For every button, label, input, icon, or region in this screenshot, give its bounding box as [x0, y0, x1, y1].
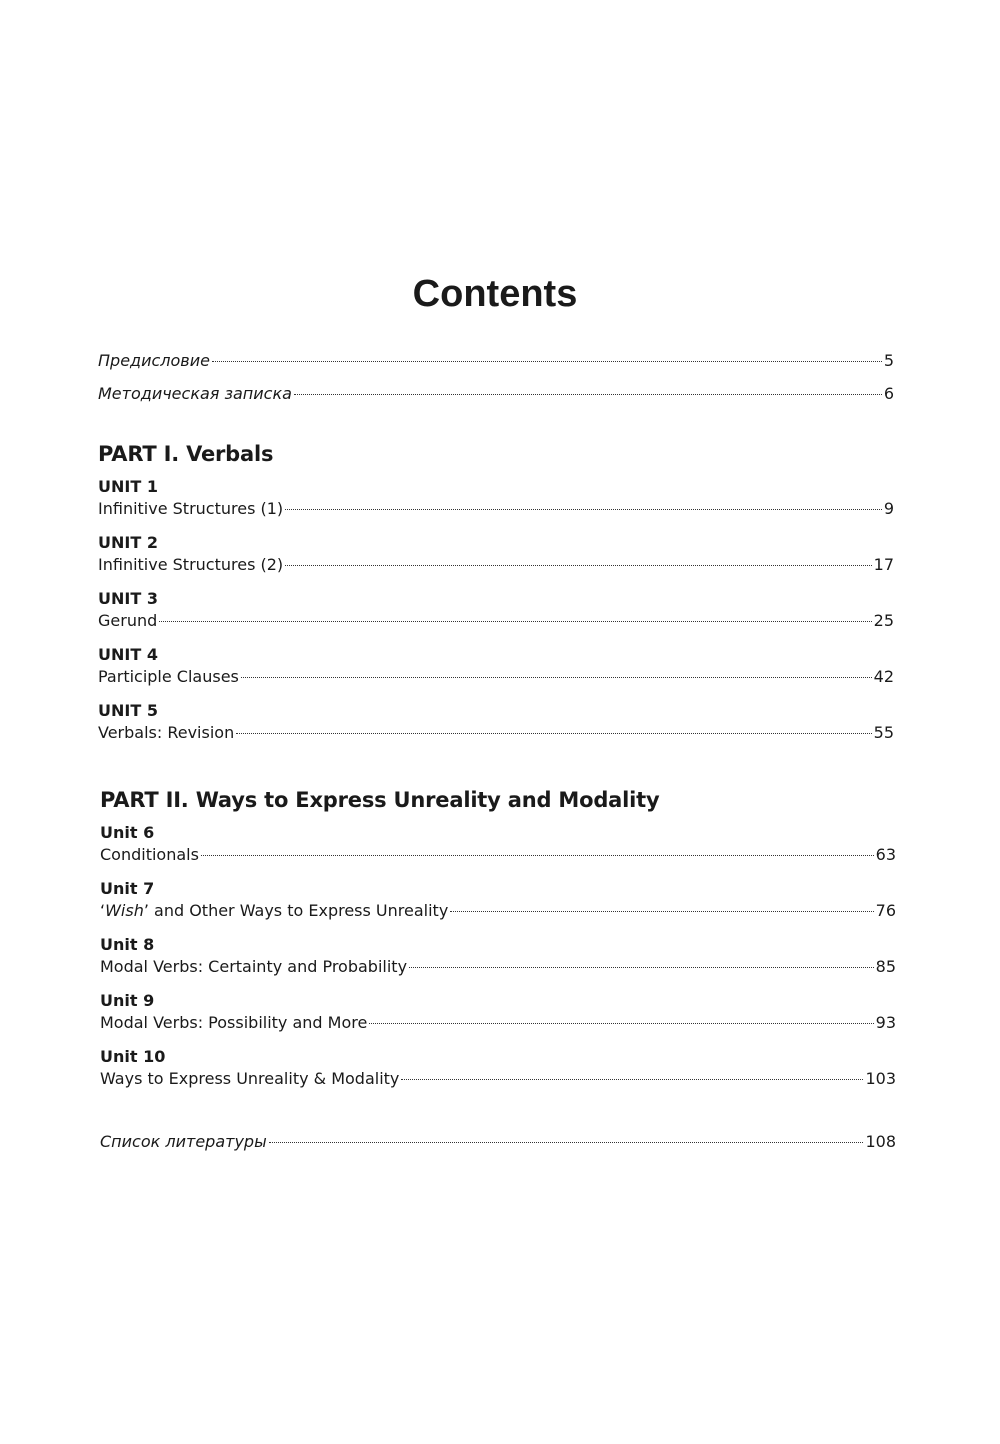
toc-entry-label: Infinitive Structures (1) [98, 499, 284, 518]
toc-page-number: 93 [875, 1013, 896, 1032]
toc-entry-label: Методическая записка [98, 384, 292, 403]
dot-leader [369, 1023, 873, 1024]
unit-6-block [100, 822, 896, 866]
open-quote: ‘ [100, 901, 106, 920]
toc-page-number: 103 [865, 1069, 896, 1088]
toc-page-number: 17 [873, 555, 894, 574]
toc-page-number: 85 [875, 957, 896, 976]
toc-entry-label: Gerund [98, 611, 158, 630]
toc-entry-unit-1[interactable] [98, 498, 894, 520]
toc-entry-label: Infinitive Structures (2) [98, 555, 284, 574]
part-1-title: PART I. Verbals [98, 442, 274, 466]
dot-leader [285, 509, 882, 510]
dot-leader [159, 621, 871, 622]
toc-entry-unit-8[interactable] [100, 956, 896, 978]
toc-entry-label [100, 900, 448, 922]
part-2-title: PART II. Ways to Express Unreality and Modality [100, 788, 660, 812]
toc-page-number: 42 [873, 667, 894, 686]
unit-label: UNIT 2 [98, 533, 158, 552]
toc-page-number: 63 [875, 845, 896, 864]
part-2-section [100, 786, 896, 1102]
toc-entry-label: Ways to Express Unreality & Modality [100, 1069, 400, 1088]
toc-entry-unit-3[interactable] [98, 610, 894, 632]
unit-5-block [98, 700, 894, 744]
dot-leader [236, 733, 871, 734]
topic-rest: ’ and Other Ways to Express Unreality [143, 901, 449, 920]
unit-9-block [100, 990, 896, 1034]
toc-entry-methodical-note[interactable] [98, 383, 894, 405]
wish-word: Wish [105, 901, 144, 920]
toc-entry-label: Modal Verbs: Possibility and More [100, 1013, 368, 1032]
unit-10-block [100, 1046, 896, 1090]
toc-page-number: 55 [873, 723, 894, 742]
dot-leader [212, 361, 882, 362]
toc-entry-unit-2[interactable] [98, 554, 894, 576]
toc-entry-unit-5[interactable] [98, 722, 894, 744]
toc-entry-unit-9[interactable] [100, 1012, 896, 1034]
toc-entry-unit-10[interactable] [100, 1068, 896, 1090]
toc-page-number: 76 [875, 901, 896, 920]
toc-entry-label: Participle Clauses [98, 667, 239, 686]
unit-label: Unit 7 [100, 879, 155, 898]
toc-entry-label: Предисловие [98, 351, 210, 370]
unit-label: Unit 10 [100, 1047, 166, 1066]
dot-leader [269, 1142, 864, 1143]
dot-leader [409, 967, 874, 968]
toc-entry-label: Verbals: Revision [98, 723, 235, 742]
unit-label: UNIT 4 [98, 645, 158, 664]
dot-leader [241, 677, 872, 678]
unit-1-block [98, 476, 894, 520]
toc-page-number: 9 [883, 499, 894, 518]
toc-entry-label: Conditionals [100, 845, 199, 864]
toc-entry-label: Список литературы [100, 1132, 267, 1151]
toc-entry-preface[interactable] [98, 350, 894, 372]
unit-8-block [100, 934, 896, 978]
unit-label: Unit 6 [100, 823, 155, 842]
toc-page-number: 6 [883, 384, 894, 403]
unit-label: Unit 9 [100, 991, 155, 1010]
unit-7-block [100, 878, 896, 922]
toc-page-number: 25 [873, 611, 894, 630]
unit-label: UNIT 5 [98, 701, 158, 720]
dot-leader [401, 1079, 863, 1080]
toc-page-number: 108 [865, 1132, 896, 1151]
toc-page-number: 5 [883, 351, 894, 370]
unit-4-block [98, 644, 894, 688]
unit-2-block [98, 532, 894, 576]
unit-label: UNIT 3 [98, 589, 158, 608]
unit-label: Unit 8 [100, 935, 155, 954]
dot-leader [285, 565, 871, 566]
unit-label: UNIT 1 [98, 477, 158, 496]
toc-entry-unit-7[interactable] [100, 900, 896, 922]
toc-entry-bibliography[interactable] [100, 1131, 896, 1153]
dot-leader [201, 855, 874, 856]
unit-3-block [98, 588, 894, 632]
intro-section [98, 350, 894, 405]
toc-entry-unit-6[interactable] [100, 844, 896, 866]
part-1-section [98, 440, 894, 756]
page-title: Contents [412, 273, 578, 315]
dot-leader [294, 394, 882, 395]
dot-leader [450, 911, 873, 912]
toc-entry-unit-4[interactable] [98, 666, 894, 688]
toc-entry-label: Modal Verbs: Certainty and Probability [100, 957, 408, 976]
bibliography-section [100, 1131, 896, 1153]
